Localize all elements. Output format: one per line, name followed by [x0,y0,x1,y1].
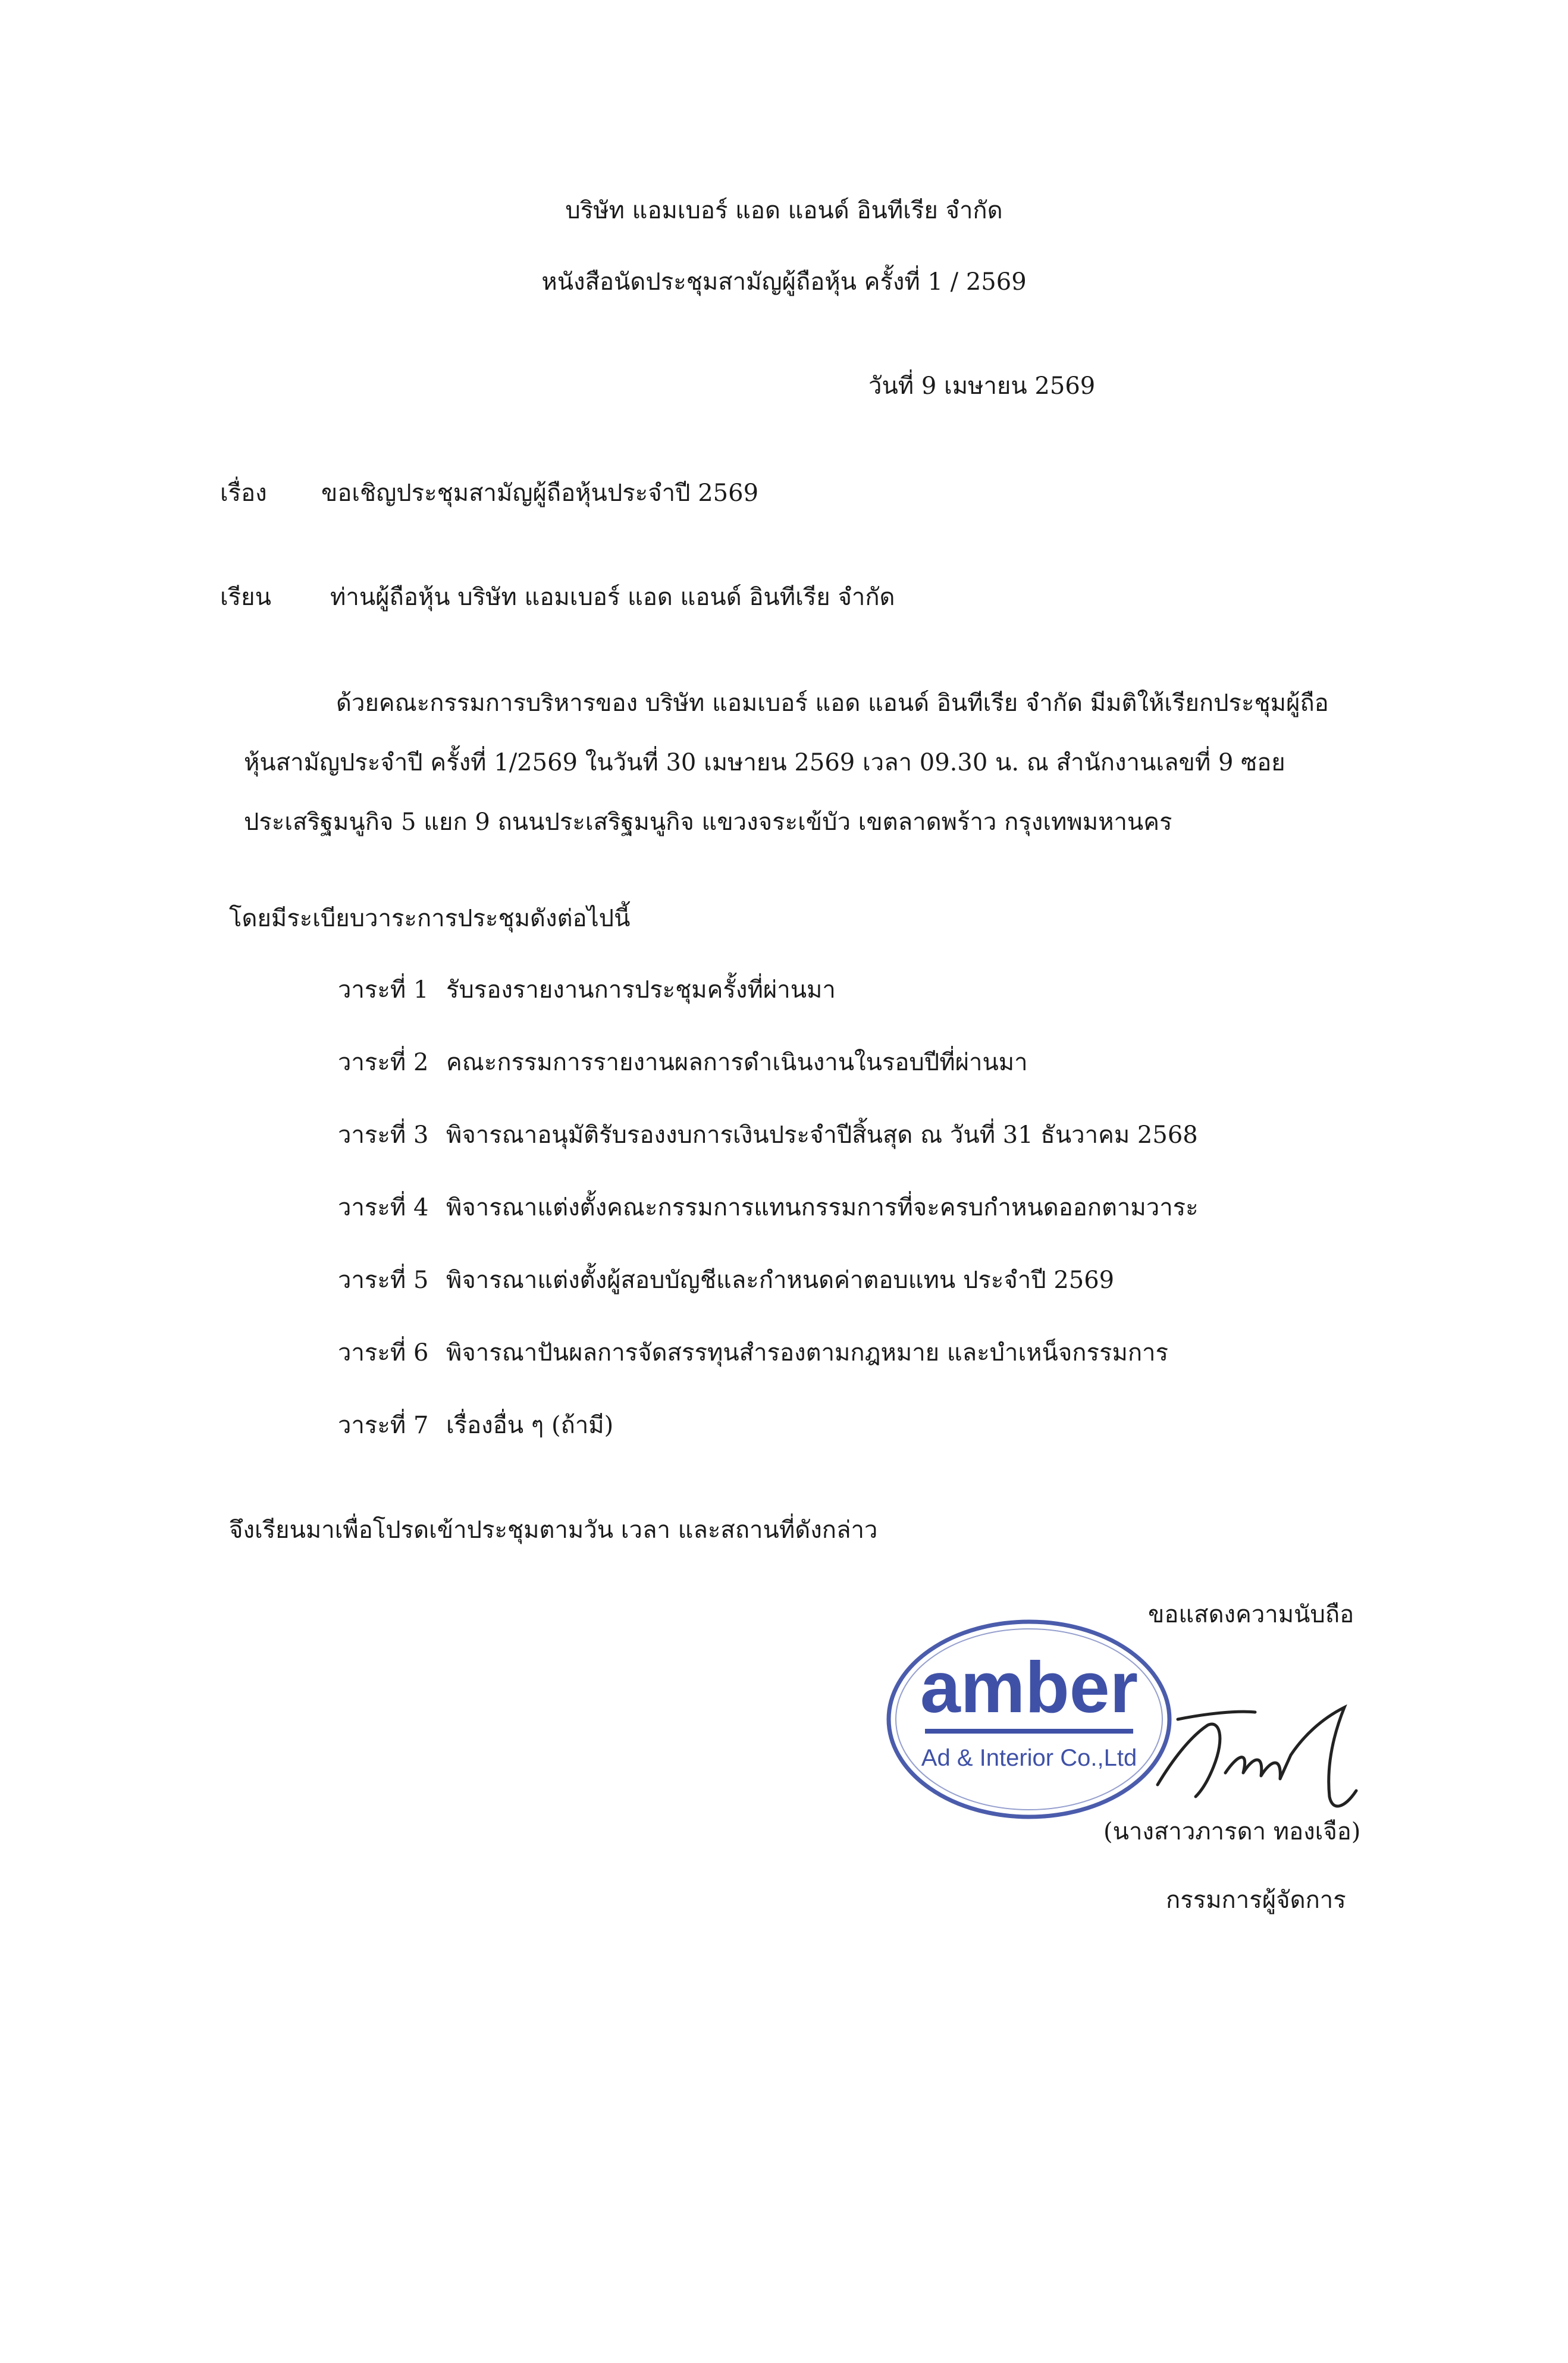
agenda-label: วาระที่ 4 [338,1194,429,1221]
agenda-text: คณะกรรมการรายงานผลการดำเนินงานในรอบปีที่ผ่านมา [446,1049,1028,1076]
agenda-label: วาระที่ 6 [338,1339,429,1367]
subject-text: ขอเชิญประชุมสามัญผู้ถือหุ้นประจำปี 2569 [321,480,759,507]
agenda-label: วาระที่ 1 [338,976,429,1004]
body-line-3: ประเสริฐมนูกิจ 5 แยก 9 ถนนประเสริฐมนูกิจ แขวงจระเข้บัว เขตลาดพร้าว กรุงเทพมหานคร [244,808,1172,836]
closing-text: จึงเรียนมาเพื่อโปรดเข้าประชุมตามวัน เวลา และสถานที่ดังกล่าว [229,1516,878,1544]
agenda-text: พิจารณาอนุมัติรับรองงบการเงินประจำปีสิ้นสุด ณ วันที่ 31 ธันวาคม 2568 [446,1121,1198,1149]
subject-label: เรื่อง [220,480,267,507]
signature-icon [1154,1701,1392,1820]
body-line-2: หุ้นสามัญประจำปี ครั้งที่ 1/2569 ในวันที่ 30 เมษายน 2569 เวลา 09.30 น. ณ สำนักงานเลขที่ 9 ซอย [244,749,1285,776]
date-line: วันที่ 9 เมษายน 2569 [868,372,1096,400]
company-name: บริษัท แอมเบอร์ แอด แอนด์ อินทีเรีย จำกัด [565,197,1003,224]
stamp-sub-text: Ad & Interior Co.,Ltd [921,1745,1137,1771]
agenda-intro: โดยมีระเบียบวาระการประชุมดังต่อไปนี้ [229,905,631,932]
regards-text: ขอแสดงความนับถือ [1148,1601,1354,1628]
addressee-text: ท่านผู้ถือหุ้น บริษัท แอมเบอร์ แอด แอนด์ อินทีเรีย จำกัด [330,584,895,611]
agenda-label: วาระที่ 5 [338,1267,429,1294]
stamp-logo-text: amber [920,1647,1139,1728]
agenda-label: วาระที่ 7 [338,1412,429,1439]
addressee-label: เรียน [220,584,271,611]
agenda-text: พิจารณาปันผลการจัดสรรทุนสำรองตามกฎหมาย และบำเหน็จกรรมการ [446,1339,1168,1367]
company-stamp [880,1612,1178,1826]
agenda-text: พิจารณาแต่งตั้งผู้สอบบัญชีและกำหนดค่าตอบแทน ประจำปี 2569 [446,1267,1115,1294]
signatory-name: (นางสาวภารดา ทองเจือ) [1103,1818,1361,1845]
agenda-label: วาระที่ 3 [338,1121,429,1149]
agenda-text: พิจารณาแต่งตั้งคณะกรรมการแทนกรรมการที่จะครบกำหนดออกตามวาระ [446,1194,1199,1221]
notice-title: หนังสือนัดประชุมสามัญผู้ถือหุ้น ครั้งที่ 1 / 2569 [541,268,1027,296]
agenda-text: เรื่องอื่น ๆ (ถ้ามี) [446,1412,614,1439]
agenda-text: รับรองรายงานการประชุมครั้งที่ผ่านมา [446,976,836,1004]
signature [1154,1701,1392,1820]
signatory-title: กรรมการผู้จัดการ [1166,1886,1346,1914]
stamp-seal-icon [880,1612,1178,1826]
body-line-1: ด้วยคณะกรรมการบริหารของ บริษัท แอมเบอร์ แอด แอนด์ อินทีเรีย จำกัด มีมติให้เรียกประชุมผู้ถือ [336,690,1329,717]
agenda-label: วาระที่ 2 [338,1049,429,1076]
